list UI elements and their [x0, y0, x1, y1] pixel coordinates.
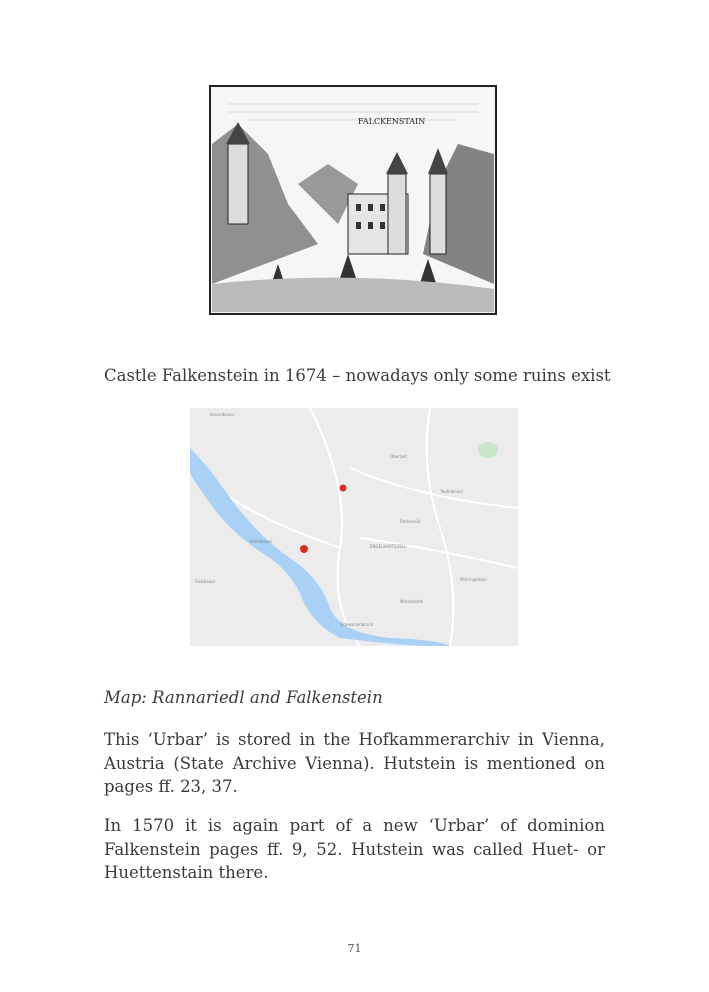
figure2-caption: Map: Rannariedl and Falkenstein	[104, 688, 383, 707]
svg-text:Marktanzell: Marktanzell	[400, 599, 424, 604]
svg-text:ENGELHARTSZELL: ENGELHARTSZELL	[370, 544, 407, 549]
figure1-caption: Castle Falkenstein in 1674 – nowadays only some ruins exist	[104, 366, 611, 385]
svg-text:Kalchbauer: Kalchbauer	[250, 539, 273, 544]
map-image	[190, 408, 518, 646]
svg-text:Teufelbauer: Teufelbauer	[440, 489, 464, 494]
svg-text:Gaisbauer: Gaisbauer	[195, 579, 216, 584]
svg-text:Oberzell: Oberzell	[390, 454, 407, 459]
paragraph-urbar-storage: This ‘Urbar’ is stored in the Hofkammerarchiv in Vienna, Austria (State Archive Vienna). Hutstein is mentioned on pages ff. 23, 37.	[104, 730, 605, 796]
engraving-label: FALCKENSTAIN	[358, 117, 426, 126]
svg-text:Kasselbauer: Kasselbauer	[210, 412, 235, 417]
svg-text:Schwarzenbruck: Schwarzenbruck	[340, 622, 373, 627]
page-number: 71	[347, 942, 362, 955]
svg-text:Pöhringerbau: Pöhringerbau	[460, 577, 487, 582]
svg-text:Rettensöd: Rettensöd	[400, 519, 421, 524]
paragraph-urbar-1570: In 1570 it is again part of a new ‘Urbar’ of dominion Falkenstein pages ff. 9, 52. Hutstein was called Huet- or Huettenstain there.	[104, 816, 605, 882]
castle-engraving-image	[208, 84, 498, 316]
